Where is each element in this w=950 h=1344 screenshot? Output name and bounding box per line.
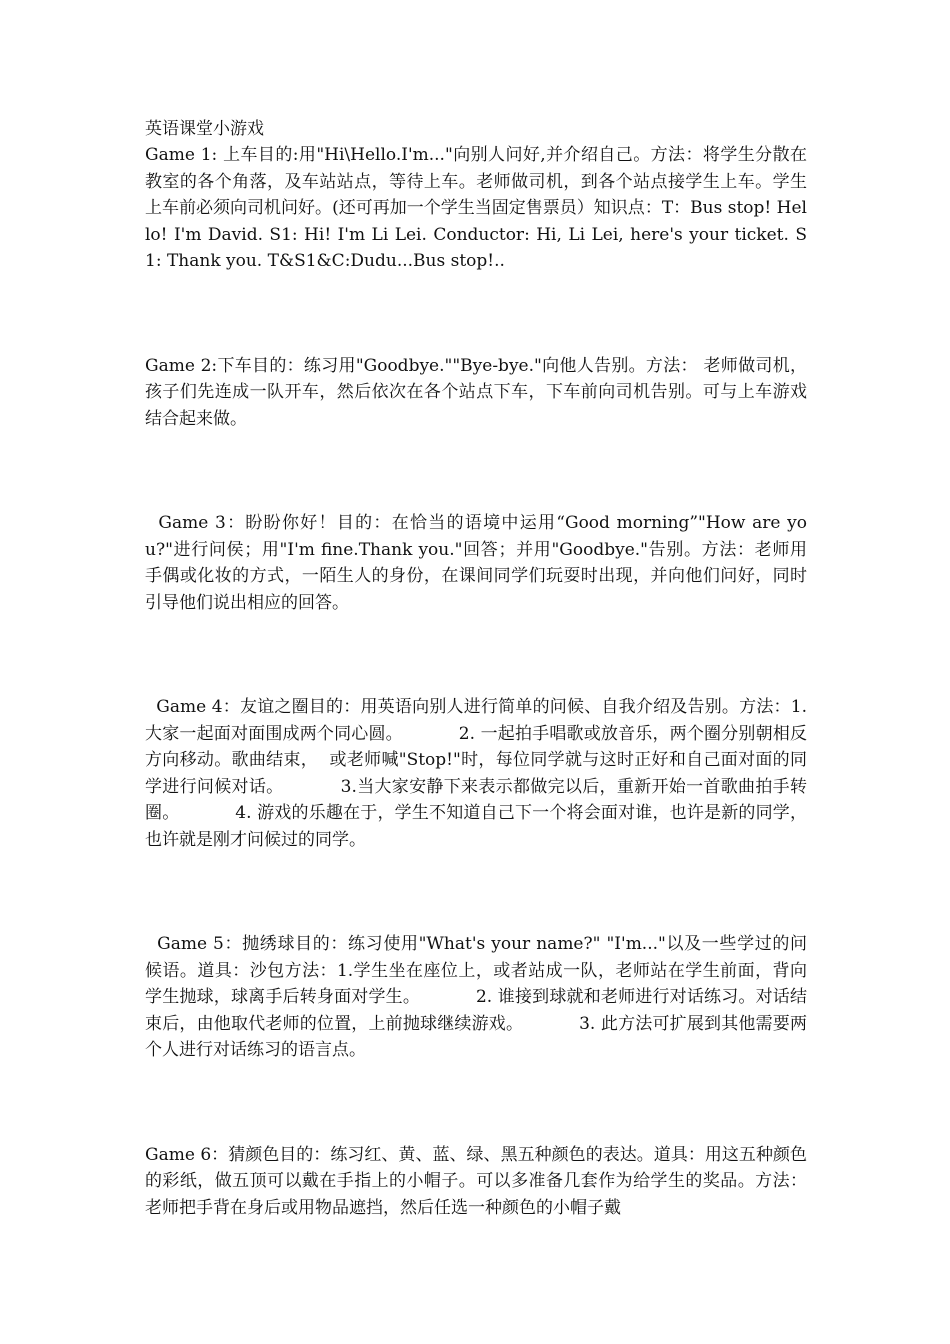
- game-4-paragraph: Game 4：友谊之圈目的：用英语向别人进行简单的问候、自我介绍及告别。方法：1. 大家一起面对面围成两个同心圆。 2. 一起拍手唱歌或放音乐，两个圈分别朝相反方向移动。歌曲结束， 或老师喊"Stop!"时，每位同学就与这时正好和自己面对面的同学进行问候对话。 3.当大家安静下来表示都做完以后，重新开始一首歌曲拍手转圈。 4. 游戏的乐趣在于，学生不知道自己下一个将会面对谁，也许是新的同学，也许就是刚才问候过的同学。: [145, 697, 813, 850]
- game-1-paragraph: Game 1: 上车目的:用"Hi\Hello.I'm..."向别人问好,并介绍自己。方法：将学生分散在教室的各个角落，及车站站点，等待上车。老师做司机，到各个站点接学生上车。学生上车前必须向司机问好。(还可再加一个学生当固定售票员）知识点：T：Bus stop! Hello! I'm David. S1: Hi! I'm Li Lei. Conductor: Hi, Li Lei, here's your ticket. S1: Thank you. T&S1&C:Dudu...Bus stop!..: [145, 145, 807, 271]
- game-3-paragraph: Game 3：盼盼你好！目的：在恰当的语境中运用“Good morning”"How are you?"进行问侯；用"I'm fine.Thank you."回答；并用"Goodbye."告别。方法：老师用手偶或化妆的方式，一陌生人的身份，在课间同学们玩耍时出现，并向他们问好，同时引导他们说出相应的回答。: [145, 513, 807, 613]
- document-page: [145, 116, 813, 1221]
- document-title: 英语课堂小游戏: [145, 119, 264, 139]
- game-2-paragraph: Game 2:下车目的：练习用"Goodbye.""Bye-bye."向他人告别。方法： 老师做司机，孩子们先连成一队开车，然后依次在各个站点下车，下车前向司机告别。可与上车游戏结合起来做。: [145, 355, 807, 429]
- game-6-paragraph: Game 6：猜颜色目的：练习红、黄、蓝、绿、黑五种颜色的表达。道具：用这五种颜色的彩纸，做五顶可以戴在手指上的小帽子。可以多准备几套作为给学生的奖品。方法：老师把手背在身后或用物品遮挡，然后任选一种颜色的小帽子戴: [145, 1144, 807, 1218]
- game-5-paragraph: Game 5：抛绣球目的：练习使用"What's your name?" "I'm..."以及一些学过的问候语。道具：沙包方法：1.学生坐在座位上，或者站成一队，老师站在学生前面，背向学生抛球，球离手后转身面对学生。 2. 谁接到球就和老师进行对话练习。对话结束后，由他取代老师的位置，上前抛球继续游戏。 3. 此方法可扩展到其他需要两个人进行对话练习的语言点。: [145, 934, 808, 1060]
